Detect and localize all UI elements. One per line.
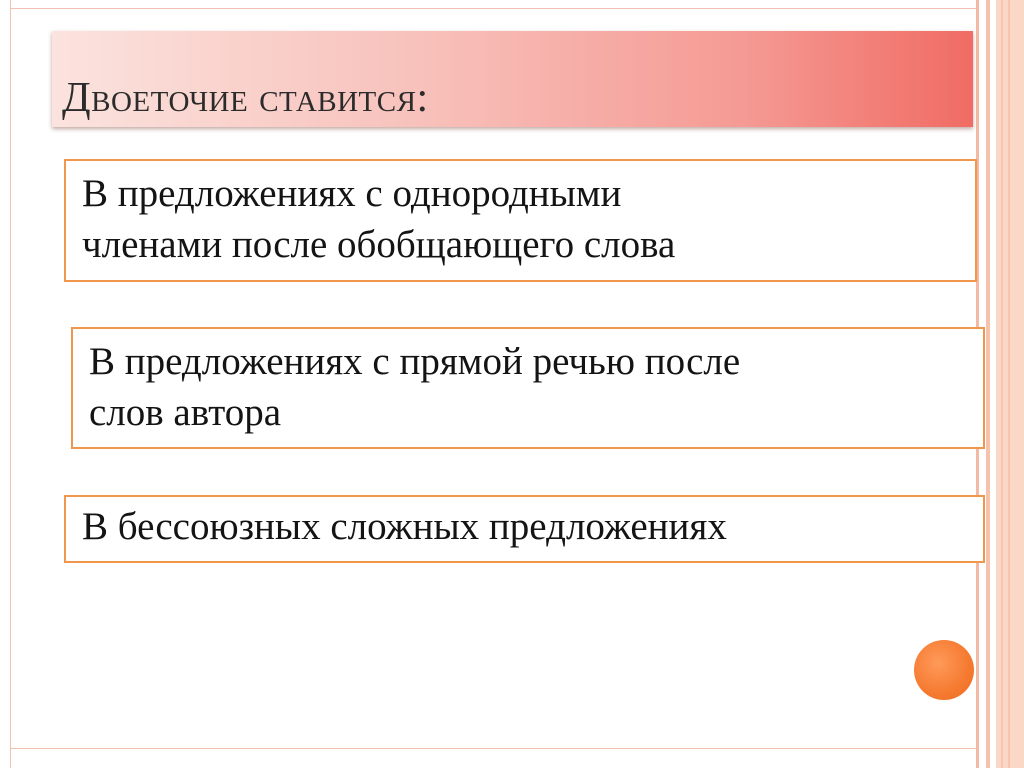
rule-box-direct-speech [71,327,985,449]
slide-title: Двоеточие ставится: [62,75,429,121]
frame-left-line [10,0,11,768]
stripe-6 [1001,0,1003,768]
rule-text: В предложениях с прямой речью после слов автора [89,340,741,434]
frame-bottom-line [10,748,976,749]
stripe-7 [1008,0,1010,768]
slide-title-bar [52,31,973,127]
rule-box-asyndetic-sentences [64,495,985,563]
frame-top-line [10,8,976,9]
rule-text: В предложениях с однородными членами после обобщающего слова [82,172,676,266]
decorative-orange-dot [914,640,974,700]
rule-box-homogeneous-members [64,159,977,282]
rule-text: В бессоюзных сложных предложениях [82,505,727,548]
